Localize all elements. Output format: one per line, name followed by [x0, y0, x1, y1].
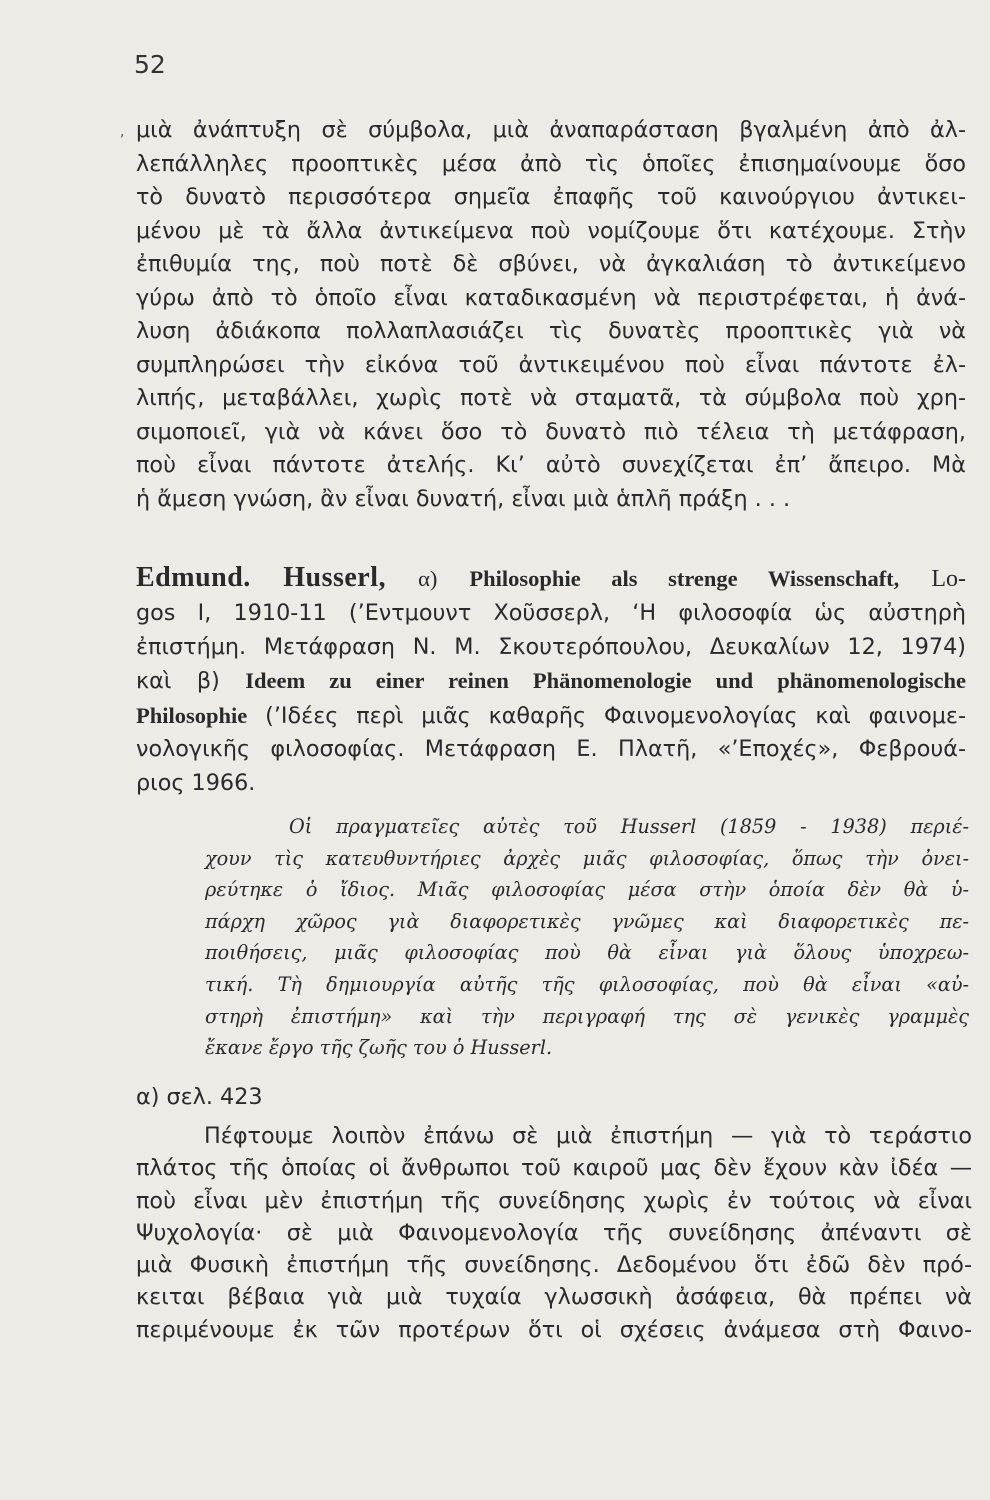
note-line: πάρχη χῶρος γιὰ διαφορετικὲς γνῶμες καὶ διαφορετικὲς πε- [205, 909, 969, 933]
text-line: μένου μὲ τὰ ἄλλα ἀντικείμενα ποὺ νομίζουμε ὅτι κατέχουμε. Στὴν [136, 217, 966, 244]
margin-mark: , [120, 124, 125, 140]
reference-line [136, 664, 966, 699]
text-line: τὸ δυνατὸ περισσότερα σημεῖα ἐπαφῆς τοῦ καινούργιου ἀντικει- [136, 184, 966, 210]
text-line: Ψυχολογία· σὲ μιὰ Φαινομενολογία τῆς συνείδησης ἀπέναντι σὲ [136, 1219, 972, 1246]
section-reference: α) σελ. 423 [136, 1084, 263, 1110]
reference-line: νολογικῆς φιλοσοφίας. Μετάφραση Ε. Πλατῆ, «’Εποχές», Φεβρουά- [136, 736, 966, 762]
text-line: λιπής, μεταβάλλει, χωρὶς ποτὲ νὰ σταματᾶ, τὰ σύμβολα ποὺ χρη- [136, 385, 966, 411]
work-title-a: Philosophie als strenge Wissenschaft, [469, 566, 900, 591]
text-line: λυση ἀδιάκοπα πολλαπλασιάζει τὶς δυνατὲς προοπτικὲς γιὰ νὰ [136, 318, 966, 344]
bibliographic-reference [136, 560, 966, 800]
paragraph-1 [136, 114, 966, 516]
text-line: συμπληρώσει τὴν εἰκόνα τοῦ ἀντικειμένου ποὺ εἶναι πάντοτε ἐλ- [136, 351, 966, 378]
reference-line: ριος 1966. [136, 769, 256, 796]
text-line: περιμένουμε ἐκ τῶν προτέρων ὅτι οἱ σχέσεις ἀνάμεσα στὴ Φαινο- [136, 1316, 972, 1343]
note-line: στηρὴ ἐπιστήμη» καὶ τὴν περιγραφή της σὲ γενικὲς γραμμὲς [205, 1004, 969, 1028]
text-line: κειται βέβαια γιὰ μιὰ τυχαία γλωσσικὴ ἀσάφεια, θὰ πρέπει νὰ [136, 1284, 972, 1311]
reference-line [136, 560, 966, 597]
text-line: γύρω ἀπὸ τὸ ὁποῖο εἶναι καταδικασμένη νὰ περιστρέφεται, ἡ ἀνά- [136, 284, 966, 311]
page-number: 52 [134, 50, 166, 79]
text-line: σιμοποιεῖ, γιὰ νὰ κάνει ὅσο τὸ δυνατὸ πιὸ τέλεια τὴ μετάφραση, [136, 418, 966, 445]
note-line: ρεύτηκε ὁ ἴδιος. Μιᾶς φιλοσοφίας μέσα στὴν ὁποία δὲν θὰ ὑ- [205, 878, 969, 902]
note-line: Οἱ πραγματεῖες αὐτὲς τοῦ Husserl (1859 - 1938) περιέ- [289, 815, 969, 838]
reference-line: gos I, 1910-11 (’Εντμουντ Χοῦσσερλ, ‘Η φιλοσοφία ὡς αὐστηρὴ [136, 600, 966, 626]
text-line: μιὰ Φυσικὴ ἐπιστήμη τῆς συνείδησης. Δεδομένου ὅτι ἐδῶ δὲν πρό- [136, 1252, 972, 1279]
text-line: Πέφτουμε λοιπὸν ἐπάνω σὲ μιὰ ἐπιστήμη — γιὰ τὸ τεράστιο [204, 1123, 972, 1149]
note-line: χουν τὶς κατευθυντήριες ἀρχὲς μιᾶς φιλοσοφίας, ὅπως τὴν ὀνει- [205, 846, 969, 870]
text-line: ποὺ εἶναι μὲν ἐπιστήμη τῆς συνείδησης χωρὶς ἐν τούτοις νὰ εἶναι [136, 1187, 972, 1214]
author-name: Edmund. Husserl, [136, 562, 387, 593]
label-a: α) [418, 566, 438, 591]
reference-tail: Lo- [931, 566, 967, 592]
text-line: μιὰ ἀνάπτυξη σὲ σύμβολα, μιὰ ἀναπαράσταση βγαλμένη ἀπὸ ἀλ- [136, 117, 966, 143]
text-line: ἐπιθυμία της, ποὺ ποτὲ δὲ σβύνει, νὰ ἀγκαλιάση τὸ ἀντικείμενο [136, 251, 966, 277]
label-b: καὶ β) [136, 668, 220, 694]
reference-line [136, 699, 966, 734]
note-line: ποιθήσεις, μιᾶς φιλοσοφίας ποὺ θὰ εἶναι γιὰ ὅλους ὑποχρεω- [205, 941, 969, 965]
work-title-b-cont: Philosophie [136, 702, 248, 728]
text-line: πλάτος τῆς ὁποίας οἱ ἄνθρωποι τοῦ καιροῦ μας δὲν ἔχουν κὰν ἰδέα — [136, 1155, 972, 1182]
italic-note [205, 811, 969, 1064]
text-line: λεπάλληλες προοπτικὲς μέσα ἀπὸ τὶς ὁποῖες ἐπισημαίνουμε ὅσο [136, 150, 966, 177]
paragraph-2 [136, 1120, 972, 1346]
text-line: ἡ ἄμεση γνώση, ἂν εἶναι δυνατή, εἶναι μιὰ ἁπλῆ πράξη . . . [136, 485, 791, 512]
work-title-b: Ideem zu einer reinen Phänomenologie und phänomenologische [245, 668, 966, 693]
reference-line: ἐπιστήμη. Μετάφραση Ν. Μ. Σκουτερόπουλου, Δευκαλίων 12, 1974) [136, 633, 966, 660]
note-line: τική. Τὴ δημιουργία αὐτῆς τῆς φιλοσοφίας, ποὺ θὰ εἶναι «αὐ- [205, 972, 969, 996]
text-line: ποὺ εἶναι πάντοτε ἀτελής. Κι’ αὐτὸ συνεχίζεται ἐπ’ ἄπειρο. Μὰ [136, 452, 966, 478]
note-line: ἔκανε ἔργο τῆς ζωῆς του ὁ Husserl. [205, 1036, 553, 1060]
reference-tail: (’Ιδέες περὶ μιᾶς καθαρῆς Φαινομενολογίας καὶ φαινομε- [265, 702, 966, 729]
